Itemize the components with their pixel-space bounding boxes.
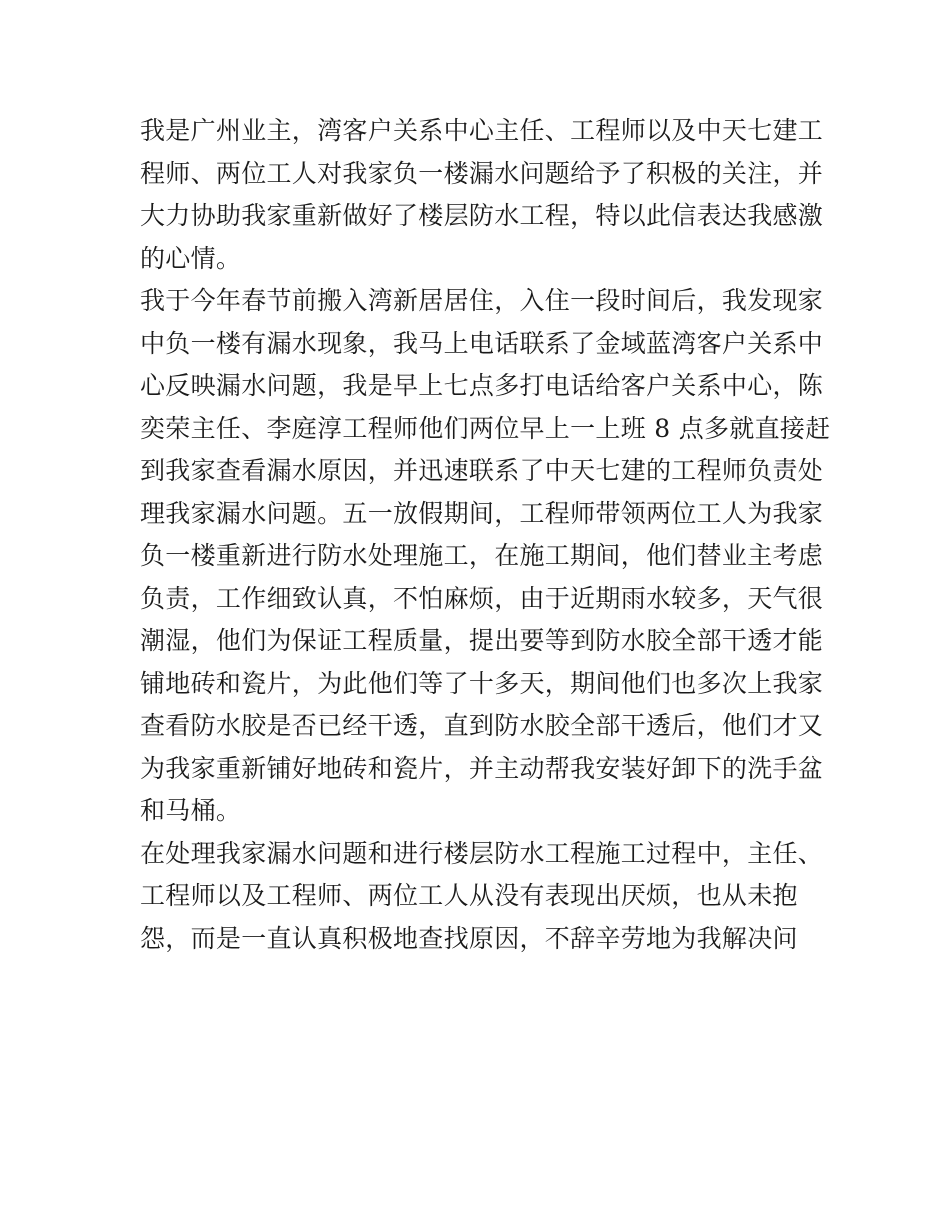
paragraph-3 — [140, 833, 824, 961]
paragraph-2 — [140, 280, 831, 833]
text-line: 负责，工作细致认真，不怕麻烦，由于近期雨水较多，天气很 — [140, 583, 824, 613]
text-line: 程师、两位工人对我家负一楼漏水问题给予了积极的关注，并 — [140, 158, 824, 188]
text-line: 中负一楼有漏水现象，我马上电话联系了金域蓝湾客户关系中 — [140, 328, 824, 358]
text-line: 怨，而是一直认真积极地查找原因，不辞辛劳地为我解决问 — [140, 923, 798, 953]
text-line: 负一楼重新进行防水处理施工，在施工期间，他们替业主考虑 — [140, 541, 824, 570]
text-line: 大力协助我家重新做好了楼层防水工程，特以此信表达我感激 — [140, 201, 824, 230]
text-line: 的心情。 — [140, 243, 242, 273]
text-line: 潮湿，他们为保证工程质量，提出要等到防水胶全部干透才能 — [140, 626, 824, 655]
text-line: 我是广州业主，湾客户关系中心主任、工程师以及中天七建工 — [140, 116, 824, 145]
text-line: 铺地砖和瓷片，为此他们等了十多天，期间他们也多次上我家 — [140, 668, 824, 698]
paragraph-1 — [140, 110, 824, 280]
text-line: 和马桶。 — [140, 796, 242, 825]
text-line: 查看防水胶是否已经干透，直到防水胶全部干透后，他们才又 — [140, 711, 824, 740]
text-line: 工程师以及工程师、两位工人从没有表现出厌烦，也从未抱 — [140, 881, 798, 910]
text-line: 为我家重新铺好地砖和瓷片，并主动帮我安装好卸下的洗手盆 — [140, 753, 824, 783]
text-line: 理我家漏水问题。五一放假期间，工程师带领两位工人为我家 — [140, 498, 824, 528]
letter-body — [140, 110, 831, 960]
text-line: 在处理我家漏水问题和进行楼层防水工程施工过程中，主任、 — [140, 838, 824, 868]
text-line: 心反映漏水问题，我是早上七点多打电话给客户关系中心，陈 — [140, 371, 824, 400]
text-line: 我于今年春节前搬入湾新居居住，入住一段时间后，我发现家 — [140, 286, 824, 315]
text-line: 奕荣主任、李庭淳工程师他们两位早上一上班 8 点多就直接赶 — [140, 413, 831, 443]
text-line: 到我家查看漏水原因，并迅速联系了中天七建的工程师负责处 — [140, 456, 824, 485]
